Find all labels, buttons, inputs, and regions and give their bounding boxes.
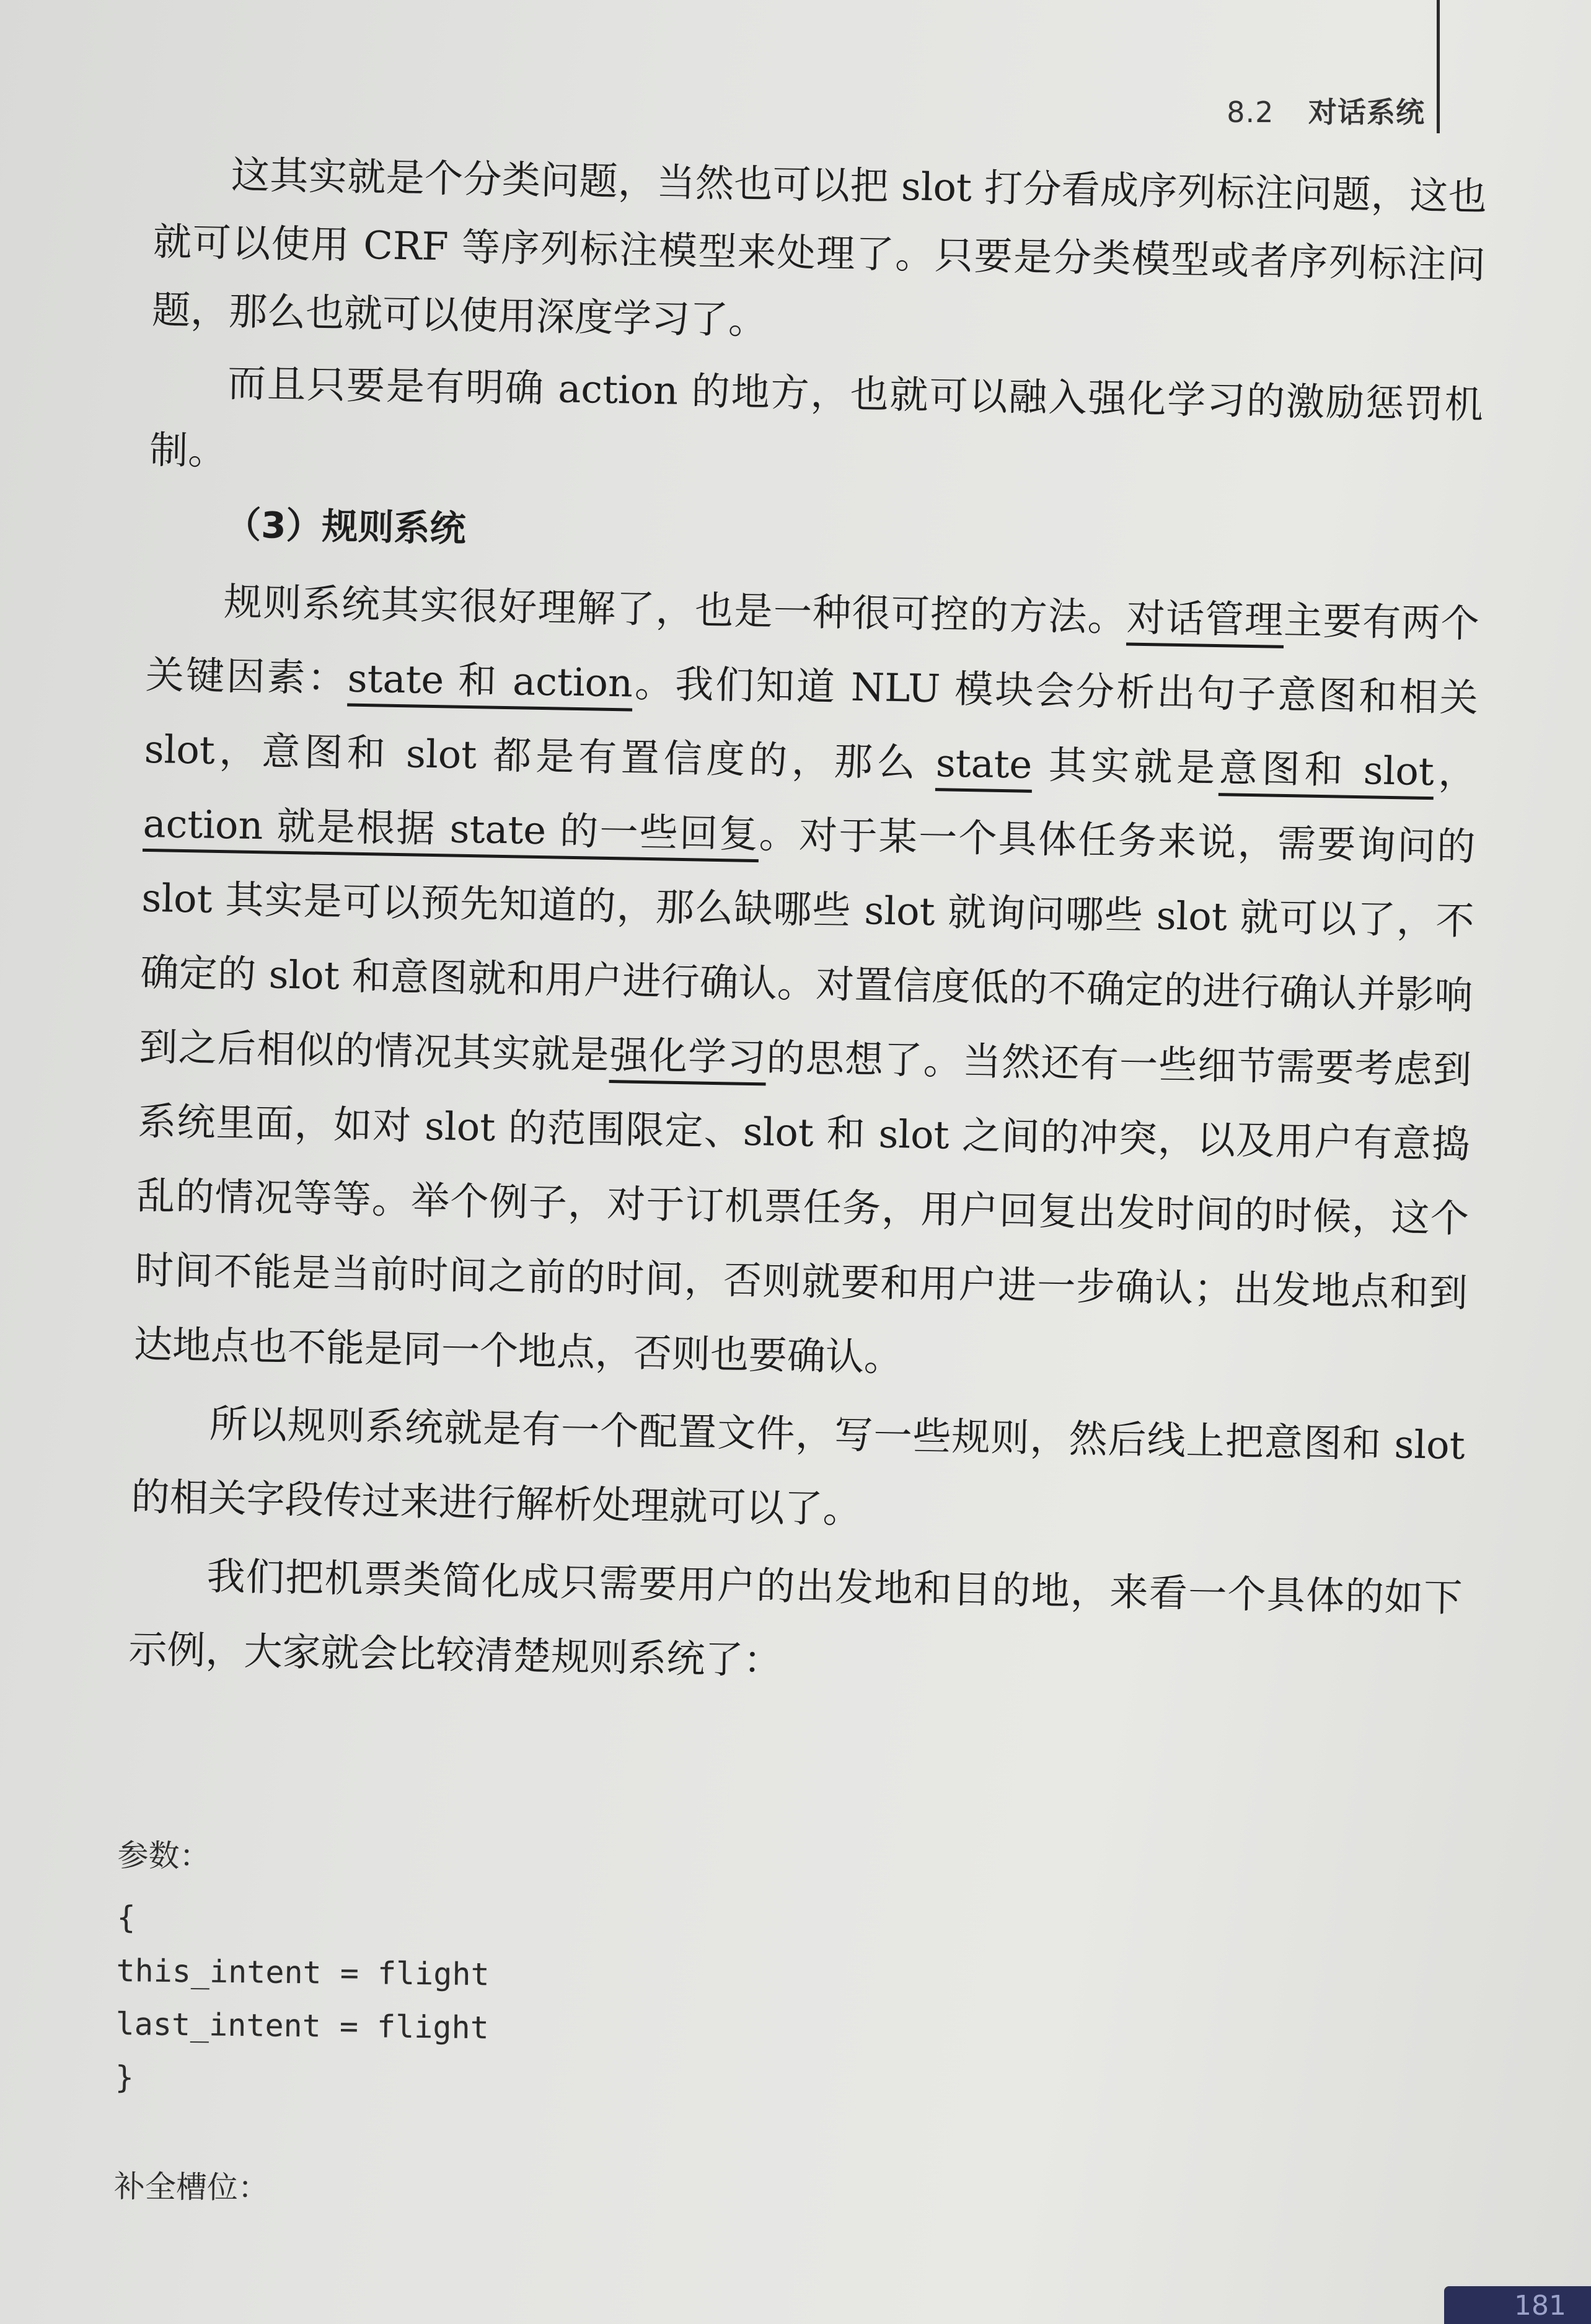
text-run: ， xyxy=(1434,749,1478,795)
page-edge-line xyxy=(1437,0,1440,133)
code-line-last-intent: last_intent = flight xyxy=(115,2005,490,2046)
paragraph-2: 而且只要是有明确 action 的地方，也就可以融入强化学习的激励惩罚机制。 xyxy=(149,360,1484,474)
text-run: 主要有两个关键因素： xyxy=(145,597,1480,701)
text-run: 。对于某一个具体任务来说，需要询问的 slot 其实是可以预先知道的，那么缺哪些 slot 就询问哪些 slot 就可以了，不确定的 slot 和意图就和用户进行确认。对置信度低的不确定的进行确认并影响到之后相似的情况其实就是 xyxy=(138,811,1476,1078)
underlined-action-reply: action 就是根据 state 的一些回复 xyxy=(143,801,759,862)
code-label-params: 参数： xyxy=(117,1837,211,1875)
subheading-rule-system: （3）规则系统 xyxy=(224,503,467,550)
paragraph-5: 我们把机票类简化成只需要用户的出发地和目的地，来看一个具体的如下示例，大家就会比较清楚规则系统了： xyxy=(128,1553,1463,1684)
paragraph-1: 这其实就是个分类问题，当然也可以把 slot 打分看成序列标注问题，这也就可以使用 CRF 等序列标注模型来处理了。只要是分类模型或者序列标注问题，那么也就可以使用深度学习了。 xyxy=(151,152,1487,343)
text-run: 规则系统其实很好理解了，也是一种很可控的方法。 xyxy=(223,579,1127,640)
page-number-badge xyxy=(1444,2286,1591,2324)
code-line-this-intent: this_intent = flight xyxy=(116,1952,490,1993)
page-body xyxy=(128,139,1487,1713)
underlined-state: state xyxy=(935,740,1033,793)
underlined-state-and-action: state 和 action xyxy=(347,656,633,712)
page-number: 181 xyxy=(1514,2290,1566,2322)
code-block xyxy=(114,1829,491,2217)
underlined-reinforcement-learning: 强化学习 xyxy=(609,1032,767,1085)
underlined-intent-and-slot: 意图和 slot xyxy=(1219,745,1434,800)
text-run: 。我们知道 NLU 模块会分析出句子意图和相关 slot，意图和 slot 都是有置信度的，那么 xyxy=(144,660,1479,786)
text-run: 的思想了。当然还有一些细节需要考虑到系统里面，如对 slot 的范围限定、slot 和 slot 之间的冲突，以及用户有意捣乱的情况等等。举个例子，对于订机票任务，用户回复出发时间的时候，这个时间不能是当前时间之前的时间，否则就要和用户进一步确认；出发地点和到达地点也不能是同一个地点，否则也要确认。 xyxy=(133,1035,1472,1381)
paragraph-4: 所以规则系统就是有一个配置文件，写一些规则，然后线上把意图和 slot 的相关字段传过来进行解析处理就可以了。 xyxy=(131,1400,1466,1532)
section-title: 对话系统 xyxy=(1308,95,1425,129)
underlined-dialog-management: 对话管理 xyxy=(1126,594,1284,648)
text-run: 其实就是 xyxy=(1031,741,1220,791)
code-open-brace: { xyxy=(117,1899,136,1936)
section-number: 8.2 xyxy=(1227,95,1274,129)
code-close-brace: } xyxy=(115,2059,134,2096)
running-head xyxy=(1227,90,1425,131)
paragraph-3 xyxy=(133,563,1480,1405)
code-label-fill-slots: 补全槽位： xyxy=(113,2168,270,2206)
